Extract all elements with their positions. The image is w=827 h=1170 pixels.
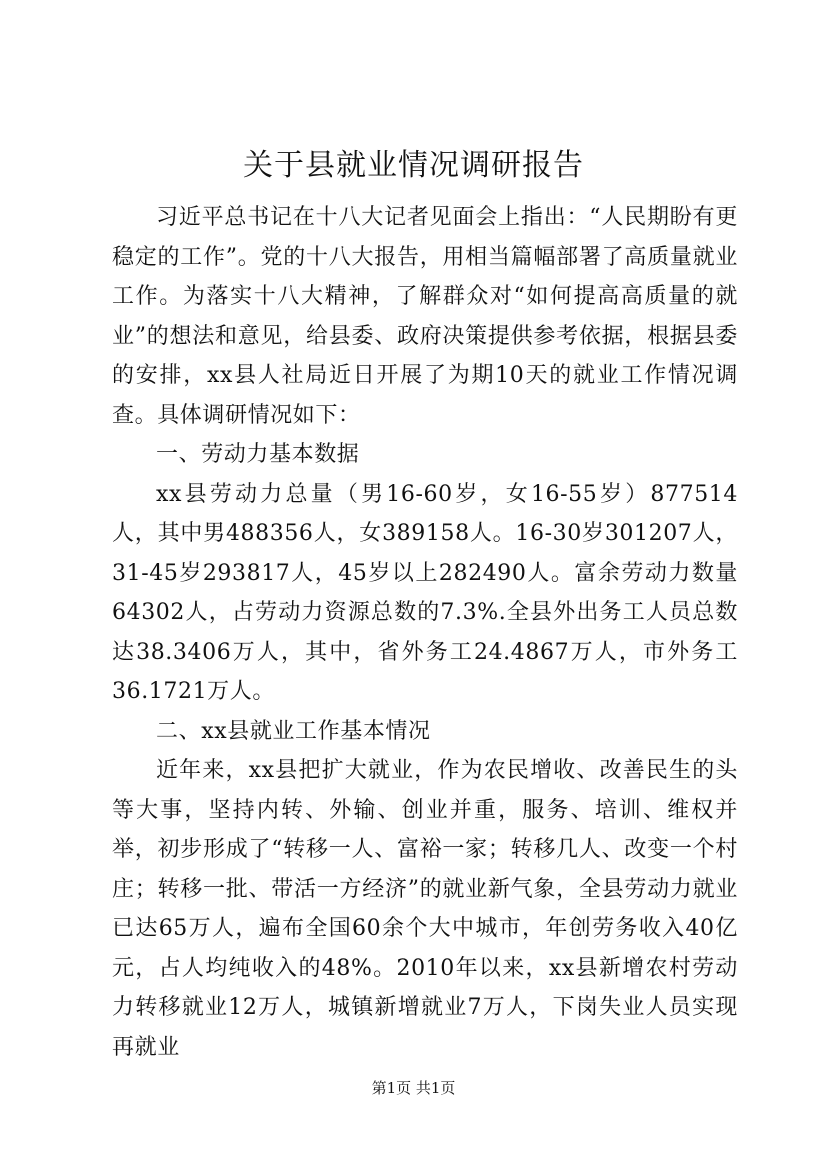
document-title: 关于县就业情况调研报告 — [243, 148, 584, 183]
employment-work-paragraph: 近年来，xx县把扩大就业，作为农民增收、改善民生的头等大事，坚持内转、外输、创业并重，服务、培训、维权并举，初步形成了“转移一人、富裕一家；转移几人、改变一个村庄；转移一批、带活一方经济”的就业新气象，全县劳动力就业已达65万人，遍布全国60余个大中城市，年创劳务收入40亿元，占人均纯收入的48%。2010年以来，xx县新增农村劳动力转移就业12万人，城镇新增就业7万人，下岗失业人员实现再就业 — [112, 758, 738, 1060]
page-footer: 第1页 共1页 — [371, 1079, 456, 1097]
section-heading-labor-data: 一、劳动力基本数据 — [156, 442, 360, 467]
labor-data-paragraph: xx县劳动力总量（男16-60岁，女16-55岁）877514人，其中男488356人，女389158人。16-30岁301207人，31-45岁293817人，45岁以上282490人。富余劳动力数量64302人，占劳动力资源总数的7.3%.全县外出务工人员总数达38.3406万人，其中，省外务工24.4867万人，市外务工36.1721万人。 — [112, 481, 738, 704]
section-heading-employment-work: 二、xx县就业工作基本情况 — [156, 718, 431, 744]
document-body — [112, 198, 738, 1067]
intro-paragraph: 习近平总书记在十八大记者见面会上指出：“人民期盼有更稳定的工作”。党的十八大报告，用相当篇幅部署了高质量就业工作。为落实十八大精神，了解群众对“如何提高高质量的就业”的想法和意见，给县委、政府决策提供参考依据，根据县委的安排，xx县人社局近日开展了为期10天的就业工作情况调查。具体调研情况如下： — [112, 205, 738, 428]
